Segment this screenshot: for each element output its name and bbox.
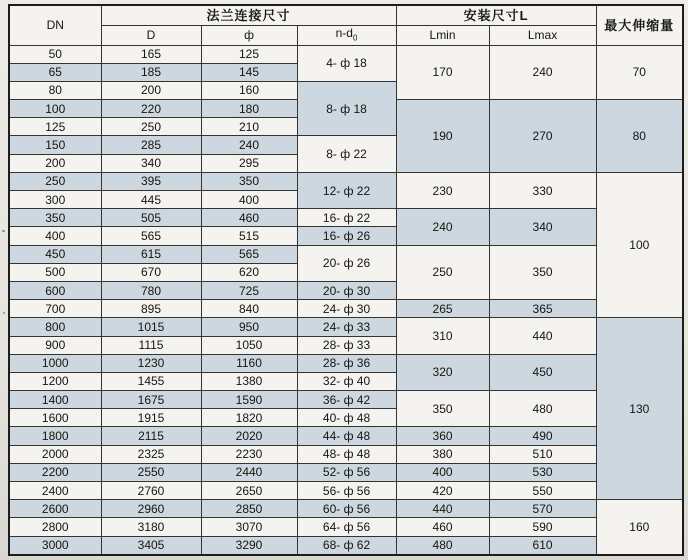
- cell-phi: 1590: [201, 391, 297, 409]
- cell-d: 2550: [101, 463, 201, 481]
- cell-d: 505: [101, 209, 201, 227]
- cell-dn: 450: [9, 245, 101, 263]
- cell-phi: 145: [201, 63, 297, 81]
- cell-d: 285: [101, 136, 201, 154]
- cell-d: 3180: [101, 518, 201, 536]
- cell-dn: 500: [9, 263, 101, 281]
- cell-dn: 200: [9, 154, 101, 172]
- table-body: [9, 45, 683, 555]
- cell-nd0: 32- ф 40: [297, 372, 396, 390]
- cell-phi: 400: [201, 191, 297, 209]
- cell-dn: 1200: [9, 372, 101, 390]
- cell-lmin: 190: [396, 100, 489, 173]
- cell-dn: 400: [9, 227, 101, 245]
- cell-nd0: 8- ф 18: [297, 81, 396, 136]
- cell-max-expansion: 80: [596, 100, 683, 173]
- cell-phi: 3290: [201, 536, 297, 555]
- cell-lmin: 380: [396, 445, 489, 463]
- scan-artifact: [3, 312, 5, 314]
- cell-dn: 150: [9, 136, 101, 154]
- cell-nd0: 20- ф 26: [297, 245, 396, 281]
- cell-d: 395: [101, 172, 201, 190]
- cell-lmin: 460: [396, 518, 489, 536]
- cell-lmin: 170: [396, 45, 489, 100]
- cell-d: 615: [101, 245, 201, 263]
- cell-lmin: 320: [396, 354, 489, 390]
- cell-phi: 565: [201, 245, 297, 263]
- cell-max-expansion: 100: [596, 172, 683, 318]
- flange-spec-table: [8, 4, 684, 556]
- cell-lmax: 440: [489, 318, 596, 354]
- table-row-dn-1400: [9, 391, 683, 409]
- table-row-dn-800: [9, 318, 683, 336]
- table-row-dn-3000: [9, 536, 683, 555]
- header-col-nd0: $n-d_0$: [297, 25, 396, 45]
- cell-lmax: 365: [489, 300, 596, 318]
- cell-lmin: 360: [396, 427, 489, 445]
- cell-lmin: 240: [396, 209, 489, 245]
- cell-nd0: 44- ф 48: [297, 427, 396, 445]
- cell-nd0: 60- ф 56: [297, 500, 396, 518]
- cell-phi: 1160: [201, 354, 297, 372]
- cell-dn: 1600: [9, 409, 101, 427]
- cell-d: 1915: [101, 409, 201, 427]
- cell-nd0: 24- ф 30: [297, 300, 396, 318]
- cell-lmax: 570: [489, 500, 596, 518]
- cell-phi: 460: [201, 209, 297, 227]
- cell-nd0: 4- ф 18: [297, 45, 396, 81]
- cell-lmax: 350: [489, 245, 596, 300]
- header-flange-group: 法兰连接尺寸: [101, 5, 396, 25]
- cell-d: 2960: [101, 500, 201, 518]
- cell-d: 2325: [101, 445, 201, 463]
- header-row-top: [9, 5, 683, 25]
- cell-lmax: 240: [489, 45, 596, 100]
- header-install-group: 安装尺寸L: [396, 5, 596, 25]
- table-row-dn-2000: [9, 445, 683, 463]
- cell-phi: 160: [201, 81, 297, 99]
- cell-lmax: 490: [489, 427, 596, 445]
- cell-phi: 2230: [201, 445, 297, 463]
- cell-dn: 125: [9, 118, 101, 136]
- cell-nd0: 20- ф 30: [297, 281, 396, 299]
- cell-phi: 125: [201, 45, 297, 63]
- cell-phi: 180: [201, 100, 297, 118]
- header-col-d: D: [101, 25, 201, 45]
- cell-nd0: 36- ф 42: [297, 391, 396, 409]
- header-col-lmin: Lmin: [396, 25, 489, 45]
- cell-dn: 600: [9, 281, 101, 299]
- cell-lmax: 530: [489, 463, 596, 481]
- header-row-sub: [9, 25, 683, 45]
- table-row-dn-2400: [9, 482, 683, 500]
- table-row-dn-1000: [9, 354, 683, 372]
- cell-lmin: 400: [396, 463, 489, 481]
- cell-phi: 350: [201, 172, 297, 190]
- cell-nd0: 16- ф 22: [297, 209, 396, 227]
- cell-d: 185: [101, 63, 201, 81]
- cell-lmax: 340: [489, 209, 596, 245]
- cell-d: 3405: [101, 536, 201, 555]
- cell-phi: 2440: [201, 463, 297, 481]
- cell-lmax: 550: [489, 482, 596, 500]
- cell-d: 1230: [101, 354, 201, 372]
- scan-artifact: [2, 230, 5, 232]
- cell-lmax: 480: [489, 391, 596, 427]
- cell-nd0: 52- ф 56: [297, 463, 396, 481]
- cell-dn: 50: [9, 45, 101, 63]
- cell-lmin: 420: [396, 482, 489, 500]
- cell-d: 670: [101, 263, 201, 281]
- cell-phi: 240: [201, 136, 297, 154]
- cell-d: 895: [101, 300, 201, 318]
- cell-dn: 2200: [9, 463, 101, 481]
- cell-dn: 65: [9, 63, 101, 81]
- cell-nd0: 8- ф 22: [297, 136, 396, 172]
- cell-dn: 250: [9, 172, 101, 190]
- cell-d: 780: [101, 281, 201, 299]
- cell-d: 250: [101, 118, 201, 136]
- table-row-dn-50: [9, 45, 683, 63]
- table-row-dn-2600: [9, 500, 683, 518]
- cell-dn: 2000: [9, 445, 101, 463]
- table-header: [9, 5, 683, 45]
- cell-nd0: 40- ф 48: [297, 409, 396, 427]
- cell-phi: 1050: [201, 336, 297, 354]
- header-max-expansion: 最大伸缩量: [596, 5, 683, 45]
- cell-phi: 2020: [201, 427, 297, 445]
- cell-phi: 840: [201, 300, 297, 318]
- cell-phi: 295: [201, 154, 297, 172]
- cell-d: 1115: [101, 336, 201, 354]
- header-col-phi: ф: [201, 25, 297, 45]
- cell-dn: 800: [9, 318, 101, 336]
- cell-d: 165: [101, 45, 201, 63]
- cell-phi: 2650: [201, 482, 297, 500]
- cell-nd0: 12- ф 22: [297, 172, 396, 208]
- cell-max-expansion: 70: [596, 45, 683, 100]
- cell-lmin: 440: [396, 500, 489, 518]
- cell-dn: 900: [9, 336, 101, 354]
- cell-lmax: 510: [489, 445, 596, 463]
- cell-dn: 350: [9, 209, 101, 227]
- cell-d: 565: [101, 227, 201, 245]
- cell-lmin: 230: [396, 172, 489, 208]
- cell-lmax: 590: [489, 518, 596, 536]
- cell-phi: 725: [201, 281, 297, 299]
- cell-max-expansion: 160: [596, 500, 683, 555]
- cell-d: 445: [101, 191, 201, 209]
- cell-d: 200: [101, 81, 201, 99]
- cell-dn: 1800: [9, 427, 101, 445]
- cell-d: 1675: [101, 391, 201, 409]
- cell-max-expansion: 130: [596, 318, 683, 500]
- cell-d: 1455: [101, 372, 201, 390]
- cell-dn: 100: [9, 100, 101, 118]
- cell-nd0: 28- ф 33: [297, 336, 396, 354]
- cell-lmax: 270: [489, 100, 596, 173]
- cell-nd0: 48- ф 48: [297, 445, 396, 463]
- cell-d: 220: [101, 100, 201, 118]
- header-dn: DN: [9, 5, 101, 45]
- table-row-dn-450: [9, 245, 683, 263]
- cell-dn: 300: [9, 191, 101, 209]
- cell-lmin: 480: [396, 536, 489, 555]
- cell-lmax: 330: [489, 172, 596, 208]
- cell-dn: 2800: [9, 518, 101, 536]
- cell-dn: 2600: [9, 500, 101, 518]
- cell-nd0: 28- ф 36: [297, 354, 396, 372]
- table-row-dn-2800: [9, 518, 683, 536]
- cell-phi: 1380: [201, 372, 297, 390]
- cell-dn: 700: [9, 300, 101, 318]
- cell-lmin: 310: [396, 318, 489, 354]
- cell-dn: 3000: [9, 536, 101, 555]
- cell-nd0: 64- ф 56: [297, 518, 396, 536]
- cell-nd0: 56- ф 56: [297, 482, 396, 500]
- cell-lmin: 250: [396, 245, 489, 300]
- cell-lmax: 450: [489, 354, 596, 390]
- cell-phi: 620: [201, 263, 297, 281]
- header-col-lmax: Lmax: [489, 25, 596, 45]
- table-row-dn-2200: [9, 463, 683, 481]
- cell-phi: 515: [201, 227, 297, 245]
- cell-nd0: 68- ф 62: [297, 536, 396, 555]
- cell-dn: 80: [9, 81, 101, 99]
- cell-lmax: 610: [489, 536, 596, 555]
- cell-dn: 1000: [9, 354, 101, 372]
- table-row-dn-350: [9, 209, 683, 227]
- table-row-dn-700: [9, 300, 683, 318]
- cell-d: 2115: [101, 427, 201, 445]
- table-row-dn-1800: [9, 427, 683, 445]
- cell-lmin: 350: [396, 391, 489, 427]
- cell-phi: 3070: [201, 518, 297, 536]
- cell-phi: 950: [201, 318, 297, 336]
- cell-phi: 1820: [201, 409, 297, 427]
- cell-phi: 210: [201, 118, 297, 136]
- cell-d: 1015: [101, 318, 201, 336]
- cell-dn: 1400: [9, 391, 101, 409]
- cell-nd0: 24- ф 33: [297, 318, 396, 336]
- cell-d: 2760: [101, 482, 201, 500]
- table-row-dn-250: [9, 172, 683, 190]
- cell-dn: 2400: [9, 482, 101, 500]
- cell-d: 340: [101, 154, 201, 172]
- cell-lmin: 265: [396, 300, 489, 318]
- cell-phi: 2850: [201, 500, 297, 518]
- cell-nd0: 16- ф 26: [297, 227, 396, 245]
